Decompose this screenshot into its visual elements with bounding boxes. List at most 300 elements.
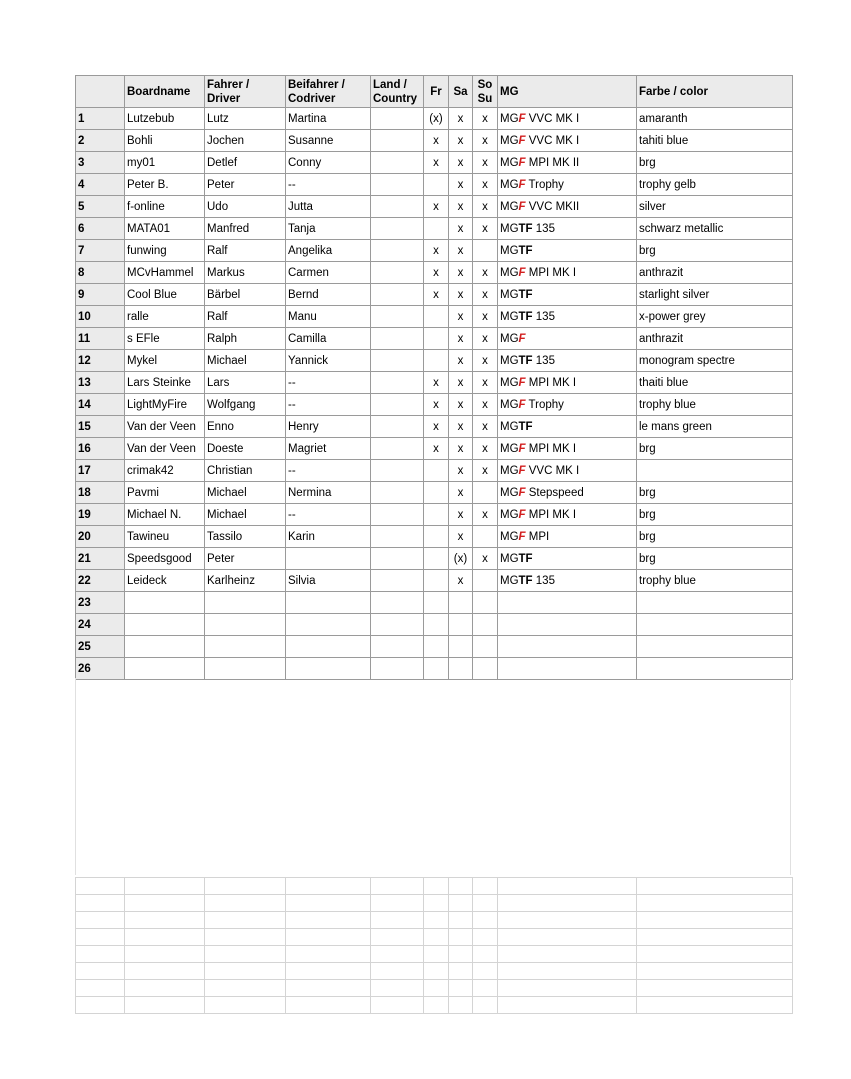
row-number[interactable]: 16 [76,438,125,460]
faded-cell [205,963,286,980]
mg-cell[interactable]: MGF VVC MK I [498,108,637,130]
driver-cell[interactable]: Michael [205,504,286,526]
codriver-cell[interactable]: Silvia [286,570,371,592]
color-cell[interactable]: brg [637,526,793,548]
row-number[interactable]: 7 [76,240,125,262]
sunday-cell[interactable]: x [473,306,498,328]
driver-cell[interactable]: Christian [205,460,286,482]
codriver-cell[interactable]: Karin [286,526,371,548]
friday-cell[interactable] [424,328,449,350]
country-cell[interactable] [371,570,424,592]
mg-cell[interactable]: MGTF [498,240,637,262]
driver-cell[interactable]: Enno [205,416,286,438]
faded-cell [449,997,473,1014]
row-number[interactable]: 17 [76,460,125,482]
boardname-cell[interactable]: MATA01 [125,218,205,240]
mg-cell[interactable]: MGF [498,328,637,350]
codriver-cell[interactable]: Manu [286,306,371,328]
boardname-cell[interactable]: Peter B. [125,174,205,196]
saturday-cell[interactable]: x [449,394,473,416]
driver-cell[interactable]: Doeste [205,438,286,460]
row-number[interactable]: 20 [76,526,125,548]
sunday-cell[interactable]: x [473,350,498,372]
sunday-cell[interactable] [473,482,498,504]
driver-cell[interactable]: Michael [205,350,286,372]
driver-cell[interactable]: Ralph [205,328,286,350]
mg-cell[interactable]: MGTF [498,548,637,570]
faded-cell [424,963,449,980]
saturday-cell[interactable]: x [449,306,473,328]
saturday-cell[interactable]: x [449,174,473,196]
sunday-cell[interactable]: x [473,416,498,438]
country-cell[interactable] [371,174,424,196]
country-cell[interactable] [371,460,424,482]
friday-cell[interactable]: x [424,152,449,174]
boardname-cell[interactable] [125,658,205,680]
color-cell[interactable]: anthrazit [637,262,793,284]
color-cell[interactable]: trophy gelb [637,174,793,196]
codriver-cell[interactable]: Camilla [286,328,371,350]
sunday-cell[interactable]: x [473,152,498,174]
color-cell[interactable]: trophy blue [637,570,793,592]
color-cell[interactable] [637,460,793,482]
mg-cell[interactable] [498,614,637,636]
saturday-cell[interactable]: x [449,504,473,526]
country-cell[interactable] [371,262,424,284]
sunday-cell[interactable] [473,570,498,592]
driver-cell[interactable]: Lars [205,372,286,394]
row-number[interactable]: 25 [76,636,125,658]
friday-cell[interactable]: x [424,196,449,218]
saturday-cell[interactable]: (x) [449,548,473,570]
sunday-cell[interactable] [473,636,498,658]
codriver-cell[interactable]: Yannick [286,350,371,372]
friday-cell[interactable] [424,482,449,504]
boardname-cell[interactable]: Bohli [125,130,205,152]
driver-cell[interactable]: Wolfgang [205,394,286,416]
saturday-cell[interactable]: x [449,372,473,394]
saturday-cell[interactable]: x [449,438,473,460]
faded-row [76,946,793,963]
faded-cell [498,912,637,929]
header-index [76,76,125,108]
friday-cell[interactable] [424,460,449,482]
codriver-cell[interactable]: Conny [286,152,371,174]
row-number[interactable]: 3 [76,152,125,174]
row-number[interactable]: 18 [76,482,125,504]
color-cell[interactable]: brg [637,152,793,174]
driver-cell[interactable]: Peter [205,548,286,570]
friday-cell[interactable] [424,658,449,680]
boardname-cell[interactable]: LightMyFire [125,394,205,416]
saturday-cell[interactable]: x [449,240,473,262]
boardname-cell[interactable] [125,592,205,614]
saturday-cell[interactable]: x [449,130,473,152]
codriver-cell[interactable]: Martina [286,108,371,130]
friday-cell[interactable] [424,174,449,196]
row-number[interactable]: 6 [76,218,125,240]
color-cell[interactable]: starlight silver [637,284,793,306]
country-cell[interactable] [371,372,424,394]
driver-cell[interactable]: Ralf [205,306,286,328]
mg-cell[interactable]: MGTF 135 [498,218,637,240]
sunday-cell[interactable]: x [473,504,498,526]
row-number[interactable]: 1 [76,108,125,130]
boardname-cell[interactable]: MCvHammel [125,262,205,284]
codriver-cell[interactable]: -- [286,460,371,482]
row-number[interactable]: 23 [76,592,125,614]
row-number[interactable]: 4 [76,174,125,196]
codriver-cell[interactable] [286,592,371,614]
codriver-cell[interactable]: -- [286,372,371,394]
sunday-cell[interactable]: x [473,284,498,306]
saturday-cell[interactable]: x [449,416,473,438]
codriver-cell[interactable]: Jutta [286,196,371,218]
faded-cell [371,963,424,980]
boardname-cell[interactable]: Michael N. [125,504,205,526]
friday-cell[interactable] [424,350,449,372]
country-cell[interactable] [371,526,424,548]
friday-cell[interactable]: x [424,438,449,460]
saturday-cell[interactable] [449,658,473,680]
table-row [76,658,793,680]
country-cell[interactable] [371,548,424,570]
table-row [76,218,793,240]
country-cell[interactable] [371,658,424,680]
mg-cell[interactable]: MGF MPI MK I [498,372,637,394]
boardname-cell[interactable]: Leideck [125,570,205,592]
friday-cell[interactable]: (x) [424,108,449,130]
sunday-cell[interactable] [473,592,498,614]
country-cell[interactable] [371,306,424,328]
sunday-cell[interactable] [473,658,498,680]
friday-cell[interactable] [424,548,449,570]
faded-cell [286,895,371,912]
faded-cell [125,912,205,929]
row-number[interactable]: 10 [76,306,125,328]
mg-cell[interactable]: MGF MPI [498,526,637,548]
mg-cell[interactable]: MGF MPI MK I [498,262,637,284]
mg-cell[interactable] [498,592,637,614]
boardname-cell[interactable]: Lutzebub [125,108,205,130]
color-cell[interactable]: brg [637,438,793,460]
saturday-cell[interactable]: x [449,108,473,130]
codriver-cell[interactable]: -- [286,504,371,526]
mg-cell[interactable] [498,636,637,658]
mg-cell[interactable]: MGF MPI MK I [498,504,637,526]
codriver-cell[interactable] [286,658,371,680]
color-cell[interactable]: brg [637,504,793,526]
mg-cell[interactable]: MGF VVC MK I [498,460,637,482]
faded-cell [449,912,473,929]
table-row [76,108,793,130]
driver-cell[interactable]: Karlheinz [205,570,286,592]
country-cell[interactable] [371,592,424,614]
friday-cell[interactable] [424,218,449,240]
country-cell[interactable] [371,108,424,130]
codriver-cell[interactable]: Susanne [286,130,371,152]
faded-cell [473,980,498,997]
color-cell[interactable]: brg [637,548,793,570]
friday-cell[interactable] [424,504,449,526]
friday-cell[interactable] [424,614,449,636]
row-number[interactable]: 12 [76,350,125,372]
row-number[interactable]: 22 [76,570,125,592]
driver-cell[interactable]: Bärbel [205,284,286,306]
saturday-cell[interactable]: x [449,350,473,372]
boardname-cell[interactable]: s EFle [125,328,205,350]
row-number[interactable]: 2 [76,130,125,152]
country-cell[interactable] [371,416,424,438]
boardname-cell[interactable] [125,614,205,636]
mg-cell[interactable]: MGF VVC MKII [498,196,637,218]
codriver-cell[interactable] [286,548,371,570]
faded-row [76,878,793,895]
color-cell[interactable] [637,614,793,636]
faded-cell [473,895,498,912]
boardname-cell[interactable]: crimak42 [125,460,205,482]
mg-cell[interactable]: MGTF [498,284,637,306]
saturday-cell[interactable]: x [449,526,473,548]
boardname-cell[interactable]: ralle [125,306,205,328]
row-number[interactable]: 19 [76,504,125,526]
country-cell[interactable] [371,614,424,636]
row-number[interactable]: 8 [76,262,125,284]
boardname-cell[interactable]: Cool Blue [125,284,205,306]
color-cell[interactable] [637,592,793,614]
faded-cell [498,929,637,946]
mg-cell[interactable]: MGF Trophy [498,394,637,416]
codriver-cell[interactable] [286,636,371,658]
saturday-cell[interactable]: x [449,570,473,592]
codriver-cell[interactable]: Magriet [286,438,371,460]
mg-cell[interactable]: MGTF 135 [498,306,637,328]
boardname-cell[interactable]: f-online [125,196,205,218]
sunday-cell[interactable] [473,526,498,548]
mg-cell[interactable]: MGF Trophy [498,174,637,196]
faded-cell [76,946,125,963]
faded-cell [371,980,424,997]
driver-cell[interactable] [205,636,286,658]
friday-cell[interactable]: x [424,240,449,262]
driver-cell[interactable]: Michael [205,482,286,504]
country-cell[interactable] [371,240,424,262]
boardname-cell[interactable]: funwing [125,240,205,262]
country-cell[interactable] [371,394,424,416]
friday-cell[interactable] [424,570,449,592]
saturday-cell[interactable]: x [449,262,473,284]
country-cell[interactable] [371,636,424,658]
saturday-cell[interactable]: x [449,460,473,482]
sunday-cell[interactable]: x [473,174,498,196]
color-cell[interactable]: le mans green [637,416,793,438]
country-cell[interactable] [371,284,424,306]
faded-cell [76,929,125,946]
driver-cell[interactable]: Ralf [205,240,286,262]
faded-row [76,980,793,997]
table-row [76,636,793,658]
saturday-cell[interactable]: x [449,482,473,504]
color-cell[interactable]: monogram spectre [637,350,793,372]
driver-cell[interactable] [205,658,286,680]
faded-cell [424,946,449,963]
faded-cell [286,963,371,980]
country-cell[interactable] [371,196,424,218]
codriver-cell[interactable]: Angelika [286,240,371,262]
codriver-cell[interactable]: Tanja [286,218,371,240]
friday-cell[interactable]: x [424,262,449,284]
driver-cell[interactable]: Detlef [205,152,286,174]
driver-cell[interactable] [205,592,286,614]
color-cell[interactable]: brg [637,240,793,262]
faded-row [76,929,793,946]
mg-cell[interactable]: MGTF [498,416,637,438]
faded-cell [205,946,286,963]
driver-cell[interactable]: Markus [205,262,286,284]
codriver-cell[interactable]: Bernd [286,284,371,306]
driver-cell[interactable] [205,614,286,636]
driver-cell[interactable]: Peter [205,174,286,196]
sunday-cell[interactable]: x [473,548,498,570]
sunday-cell[interactable]: x [473,438,498,460]
faded-cell [637,895,793,912]
boardname-cell[interactable]: my01 [125,152,205,174]
color-cell[interactable]: trophy blue [637,394,793,416]
sunday-cell[interactable]: x [473,372,498,394]
row-number[interactable]: 14 [76,394,125,416]
driver-cell[interactable]: Udo [205,196,286,218]
friday-cell[interactable] [424,306,449,328]
faded-cell [498,980,637,997]
row-number[interactable]: 21 [76,548,125,570]
saturday-cell[interactable]: x [449,218,473,240]
sunday-cell[interactable]: x [473,328,498,350]
codriver-cell[interactable]: Nermina [286,482,371,504]
row-number[interactable]: 24 [76,614,125,636]
faded-cell [637,946,793,963]
color-cell[interactable]: x-power grey [637,306,793,328]
faded-cell [637,878,793,895]
country-cell[interactable] [371,350,424,372]
country-cell[interactable] [371,438,424,460]
friday-cell[interactable]: x [424,130,449,152]
color-cell[interactable]: anthrazit [637,328,793,350]
sunday-cell[interactable]: x [473,218,498,240]
boardname-cell[interactable]: Pavmi [125,482,205,504]
mg-cell[interactable] [498,658,637,680]
country-cell[interactable] [371,504,424,526]
color-cell[interactable] [637,658,793,680]
codriver-cell[interactable]: -- [286,174,371,196]
row-number[interactable]: 5 [76,196,125,218]
table-row [76,460,793,482]
color-cell[interactable] [637,636,793,658]
country-cell[interactable] [371,218,424,240]
sunday-cell[interactable]: x [473,262,498,284]
saturday-cell[interactable]: x [449,284,473,306]
color-cell[interactable]: amaranth [637,108,793,130]
mg-cell[interactable]: MGF Stepspeed [498,482,637,504]
codriver-cell[interactable]: Henry [286,416,371,438]
sunday-cell[interactable]: x [473,108,498,130]
sunday-cell[interactable]: x [473,460,498,482]
boardname-cell[interactable]: Lars Steinke [125,372,205,394]
driver-cell[interactable]: Tassilo [205,526,286,548]
faded-cell [449,963,473,980]
codriver-cell[interactable] [286,614,371,636]
color-cell[interactable]: tahiti blue [637,130,793,152]
country-cell[interactable] [371,328,424,350]
friday-cell[interactable]: x [424,394,449,416]
table-row [76,394,793,416]
friday-cell[interactable] [424,592,449,614]
row-number[interactable]: 11 [76,328,125,350]
faded-cell [498,946,637,963]
boardname-cell[interactable]: Mykel [125,350,205,372]
color-cell[interactable]: brg [637,482,793,504]
friday-cell[interactable] [424,526,449,548]
faded-cell [76,895,125,912]
saturday-cell[interactable] [449,636,473,658]
table-row [76,548,793,570]
friday-cell[interactable]: x [424,372,449,394]
faded-cell [449,980,473,997]
saturday-cell[interactable]: x [449,196,473,218]
saturday-cell[interactable]: x [449,328,473,350]
mg-cell[interactable]: MGF MPI MK II [498,152,637,174]
row-number[interactable]: 26 [76,658,125,680]
sunday-cell[interactable] [473,240,498,262]
sunday-cell[interactable]: x [473,130,498,152]
saturday-cell[interactable]: x [449,152,473,174]
country-cell[interactable] [371,130,424,152]
color-cell[interactable]: silver [637,196,793,218]
boardname-cell[interactable]: Van der Veen [125,438,205,460]
faded-cell [76,963,125,980]
boardname-cell[interactable]: Speedsgood [125,548,205,570]
faded-cell [76,997,125,1014]
sunday-cell[interactable]: x [473,394,498,416]
saturday-cell[interactable] [449,614,473,636]
friday-cell[interactable]: x [424,416,449,438]
sunday-cell[interactable] [473,614,498,636]
color-cell[interactable]: thaiti blue [637,372,793,394]
codriver-cell[interactable]: Carmen [286,262,371,284]
driver-cell[interactable]: Lutz [205,108,286,130]
row-number[interactable]: 15 [76,416,125,438]
mg-cell[interactable]: MGTF 135 [498,350,637,372]
friday-cell[interactable]: x [424,284,449,306]
boardname-cell[interactable]: Tawineu [125,526,205,548]
country-cell[interactable] [371,152,424,174]
row-number[interactable]: 13 [76,372,125,394]
mg-cell[interactable]: MGTF 135 [498,570,637,592]
row-number[interactable]: 9 [76,284,125,306]
color-cell[interactable]: schwarz metallic [637,218,793,240]
friday-cell[interactable] [424,636,449,658]
boardname-cell[interactable] [125,636,205,658]
boardname-cell[interactable]: Van der Veen [125,416,205,438]
codriver-cell[interactable]: -- [286,394,371,416]
mg-cell[interactable]: MGF MPI MK I [498,438,637,460]
mg-cell[interactable]: MGF VVC MK I [498,130,637,152]
driver-cell[interactable]: Jochen [205,130,286,152]
sunday-cell[interactable]: x [473,196,498,218]
driver-cell[interactable]: Manfred [205,218,286,240]
saturday-cell[interactable] [449,592,473,614]
country-cell[interactable] [371,482,424,504]
table-row [76,372,793,394]
